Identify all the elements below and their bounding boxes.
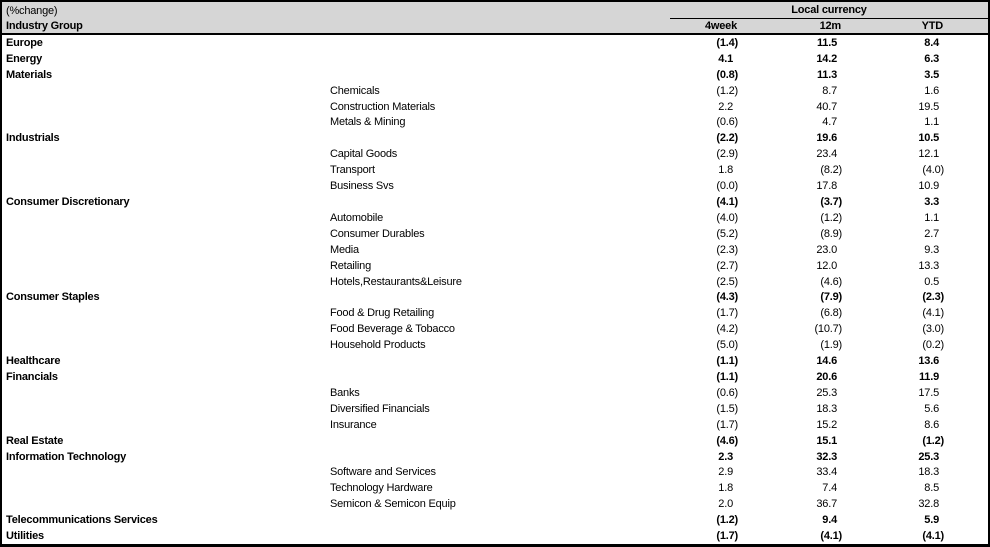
- group-label: Materials: [6, 68, 52, 81]
- value-ytd: 25.3: [918, 450, 939, 463]
- table-row: [2, 67, 988, 83]
- value-12m: 14.6: [816, 355, 837, 368]
- value-4week: (1.2): [716, 84, 738, 97]
- sub-industry-label: Banks: [330, 386, 360, 399]
- value-12m: (8.9): [820, 227, 842, 240]
- value-ytd: 8.4: [924, 36, 939, 49]
- value-ytd: 5.9: [924, 514, 939, 527]
- value-12m: 25.3: [816, 386, 837, 399]
- table-row: [2, 417, 988, 433]
- value-ytd: 6.3: [924, 52, 939, 65]
- sub-industry-label: Insurance: [330, 418, 377, 431]
- value-ytd: 3.5: [924, 68, 939, 81]
- sub-industry-label: Transport: [330, 164, 375, 177]
- sub-industry-label: Retailing: [330, 259, 372, 272]
- value-4week: (4.1): [716, 196, 738, 209]
- value-12m: 17.8: [816, 180, 837, 193]
- table-row: [2, 433, 988, 449]
- table-row: [2, 449, 988, 465]
- group-label: Consumer Discretionary: [6, 196, 130, 209]
- value-12m: (6.8): [820, 307, 842, 320]
- value-12m: 15.2: [816, 418, 837, 431]
- value-12m: 7.4: [822, 482, 837, 495]
- sub-industry-label: Consumer Durables: [330, 227, 425, 240]
- value-ytd: 8.6: [924, 418, 939, 431]
- value-ytd: 17.5: [918, 386, 939, 399]
- value-4week: (4.2): [716, 323, 738, 336]
- value-ytd: 1.1: [924, 211, 939, 224]
- value-12m: 32.3: [816, 450, 837, 463]
- value-ytd: 10.5: [918, 132, 939, 145]
- table-row: [2, 242, 988, 258]
- table-row: [2, 130, 988, 146]
- value-4week: (1.7): [716, 307, 738, 320]
- table-row: [2, 162, 988, 178]
- percent-change-label: (%change): [6, 4, 58, 17]
- table-header: [2, 2, 988, 35]
- value-12m: 4.7: [822, 116, 837, 129]
- value-4week: (5.0): [716, 339, 738, 352]
- value-ytd: (4.1): [922, 307, 944, 320]
- value-4week: 1.8: [718, 164, 733, 177]
- group-label: Europe: [6, 36, 43, 49]
- value-12m: 36.7: [816, 498, 837, 511]
- value-12m: 23.0: [816, 243, 837, 256]
- value-ytd: 11.9: [918, 370, 939, 383]
- value-ytd: (1.2): [922, 434, 944, 447]
- value-12m: 19.6: [816, 132, 837, 145]
- value-ytd: (4.0): [922, 164, 944, 177]
- table-row: [2, 178, 988, 194]
- table-row: [2, 512, 988, 528]
- group-label: Utilities: [6, 530, 44, 543]
- value-4week: (2.2): [716, 132, 738, 145]
- table-row: [2, 401, 988, 417]
- value-ytd: 1.6: [924, 84, 939, 97]
- value-ytd: 1.1: [924, 116, 939, 129]
- value-12m: (4.1): [820, 530, 842, 543]
- table-row: [2, 99, 988, 115]
- table-row: [2, 528, 988, 544]
- column-header-4week: 4week: [704, 20, 737, 32]
- value-4week: (0.8): [716, 68, 738, 81]
- value-4week: (2.3): [716, 243, 738, 256]
- value-12m: 11.3: [816, 68, 837, 81]
- value-ytd: 12.1: [918, 148, 939, 161]
- sub-industry-label: Technology Hardware: [330, 482, 433, 495]
- table-row: [2, 83, 988, 99]
- value-12m: (4.6): [820, 275, 842, 288]
- header-row-columns: [2, 19, 988, 33]
- value-12m: 33.4: [816, 466, 837, 479]
- group-label: Telecommunications Services: [6, 514, 158, 527]
- table-row: [2, 115, 988, 131]
- sub-industry-label: Hotels,Restaurants&Leisure: [330, 275, 462, 288]
- value-4week: (4.3): [716, 291, 738, 304]
- value-ytd: 3.3: [924, 196, 939, 209]
- table-row: [2, 146, 988, 162]
- sub-industry-label: Construction Materials: [330, 100, 436, 113]
- sub-industry-label: Household Products: [330, 339, 426, 352]
- value-12m: 9.4: [822, 514, 837, 527]
- value-4week: (5.2): [716, 227, 738, 240]
- value-12m: (3.7): [820, 196, 842, 209]
- table-row: [2, 226, 988, 242]
- table-row: [2, 321, 988, 337]
- value-4week: (0.6): [716, 116, 738, 129]
- value-12m: 18.3: [816, 402, 837, 415]
- table-row: [2, 274, 988, 290]
- value-12m: 12.0: [816, 259, 837, 272]
- table-row: [2, 210, 988, 226]
- sub-industry-label: Business Svs: [330, 180, 394, 193]
- table-row: [2, 194, 988, 210]
- value-12m: (1.9): [820, 339, 842, 352]
- value-4week: 2.2: [718, 100, 733, 113]
- local-currency-header: Local currency: [670, 2, 988, 19]
- value-4week: 2.0: [718, 498, 733, 511]
- value-12m: (10.7): [814, 323, 842, 336]
- group-label: Information Technology: [6, 450, 127, 463]
- value-4week: (2.5): [716, 275, 738, 288]
- value-12m: 23.4: [816, 148, 837, 161]
- value-4week: (1.7): [716, 530, 738, 543]
- column-header-12m: 12m: [819, 20, 841, 32]
- table-row: [2, 35, 988, 51]
- table-row: [2, 51, 988, 67]
- value-ytd: (2.3): [922, 291, 944, 304]
- value-4week: (2.9): [716, 148, 738, 161]
- value-12m: (7.9): [820, 291, 842, 304]
- value-4week: 4.1: [718, 52, 733, 65]
- value-12m: (8.2): [820, 164, 842, 177]
- value-4week: 2.9: [718, 466, 733, 479]
- group-label: Healthcare: [6, 355, 61, 368]
- value-ytd: (3.0): [922, 323, 944, 336]
- value-ytd: 13.6: [918, 355, 939, 368]
- value-4week: 2.3: [718, 450, 733, 463]
- sub-industry-label: Metals & Mining: [330, 116, 406, 129]
- table-row: [2, 464, 988, 480]
- table-body: [2, 35, 988, 544]
- value-ytd: 5.6: [924, 402, 939, 415]
- header-row-currency: [2, 2, 988, 19]
- value-4week: 1.8: [718, 482, 733, 495]
- sub-industry-label: Semicon & Semicon Equip: [330, 498, 456, 511]
- table-row: [2, 480, 988, 496]
- sub-industry-label: Chemicals: [330, 84, 380, 97]
- value-12m: 8.7: [822, 84, 837, 97]
- value-4week: (0.0): [716, 180, 738, 193]
- value-ytd: (0.2): [922, 339, 944, 352]
- sub-industry-label: Capital Goods: [330, 148, 398, 161]
- table-row: [2, 305, 988, 321]
- group-label: Real Estate: [6, 434, 64, 447]
- sub-industry-label: Automobile: [330, 211, 384, 224]
- value-12m: 11.5: [816, 36, 837, 49]
- value-12m: 15.1: [816, 434, 837, 447]
- value-4week: (4.6): [716, 434, 738, 447]
- table-row: [2, 385, 988, 401]
- table-row: [2, 290, 988, 306]
- sub-industry-label: Media: [330, 243, 359, 256]
- sub-industry-label: Software and Services: [330, 466, 436, 479]
- value-ytd: 19.5: [918, 100, 939, 113]
- column-header-ytd: YTD: [921, 20, 943, 32]
- group-label: Industrials: [6, 132, 60, 145]
- value-ytd: 13.3: [918, 259, 939, 272]
- value-ytd: 8.5: [924, 482, 939, 495]
- value-4week: (2.7): [716, 259, 738, 272]
- value-ytd: 18.3: [918, 466, 939, 479]
- group-label: Financials: [6, 370, 58, 383]
- value-ytd: 9.3: [924, 243, 939, 256]
- value-4week: (4.0): [716, 211, 738, 224]
- table-row: [2, 258, 988, 274]
- value-4week: (1.1): [716, 370, 738, 383]
- value-ytd: 32.8: [918, 498, 939, 511]
- value-4week: (1.5): [716, 402, 738, 415]
- value-ytd: 2.7: [924, 227, 939, 240]
- sub-industry-label: Food Beverage & Tobacco: [330, 323, 455, 336]
- value-4week: (1.1): [716, 355, 738, 368]
- value-4week: (0.6): [716, 386, 738, 399]
- sub-industry-label: Food & Drug Retailing: [330, 307, 435, 320]
- value-4week: (1.7): [716, 418, 738, 431]
- value-ytd: 10.9: [918, 180, 939, 193]
- table-row: [2, 369, 988, 385]
- value-ytd: 0.5: [924, 275, 939, 288]
- value-12m: 20.6: [816, 370, 837, 383]
- table-row: [2, 337, 988, 353]
- value-4week: (1.2): [716, 514, 738, 527]
- industry-group-header: Industry Group: [6, 20, 83, 32]
- group-label: Energy: [6, 52, 43, 65]
- table-row: [2, 353, 988, 369]
- value-12m: (1.2): [820, 211, 842, 224]
- sub-industry-label: Diversified Financials: [330, 402, 430, 415]
- value-12m: 14.2: [816, 52, 837, 65]
- value-12m: 40.7: [816, 100, 837, 113]
- value-ytd: (4.1): [922, 530, 944, 543]
- value-4week: (1.4): [716, 36, 738, 49]
- table-row: [2, 496, 988, 512]
- group-label: Consumer Staples: [6, 291, 100, 304]
